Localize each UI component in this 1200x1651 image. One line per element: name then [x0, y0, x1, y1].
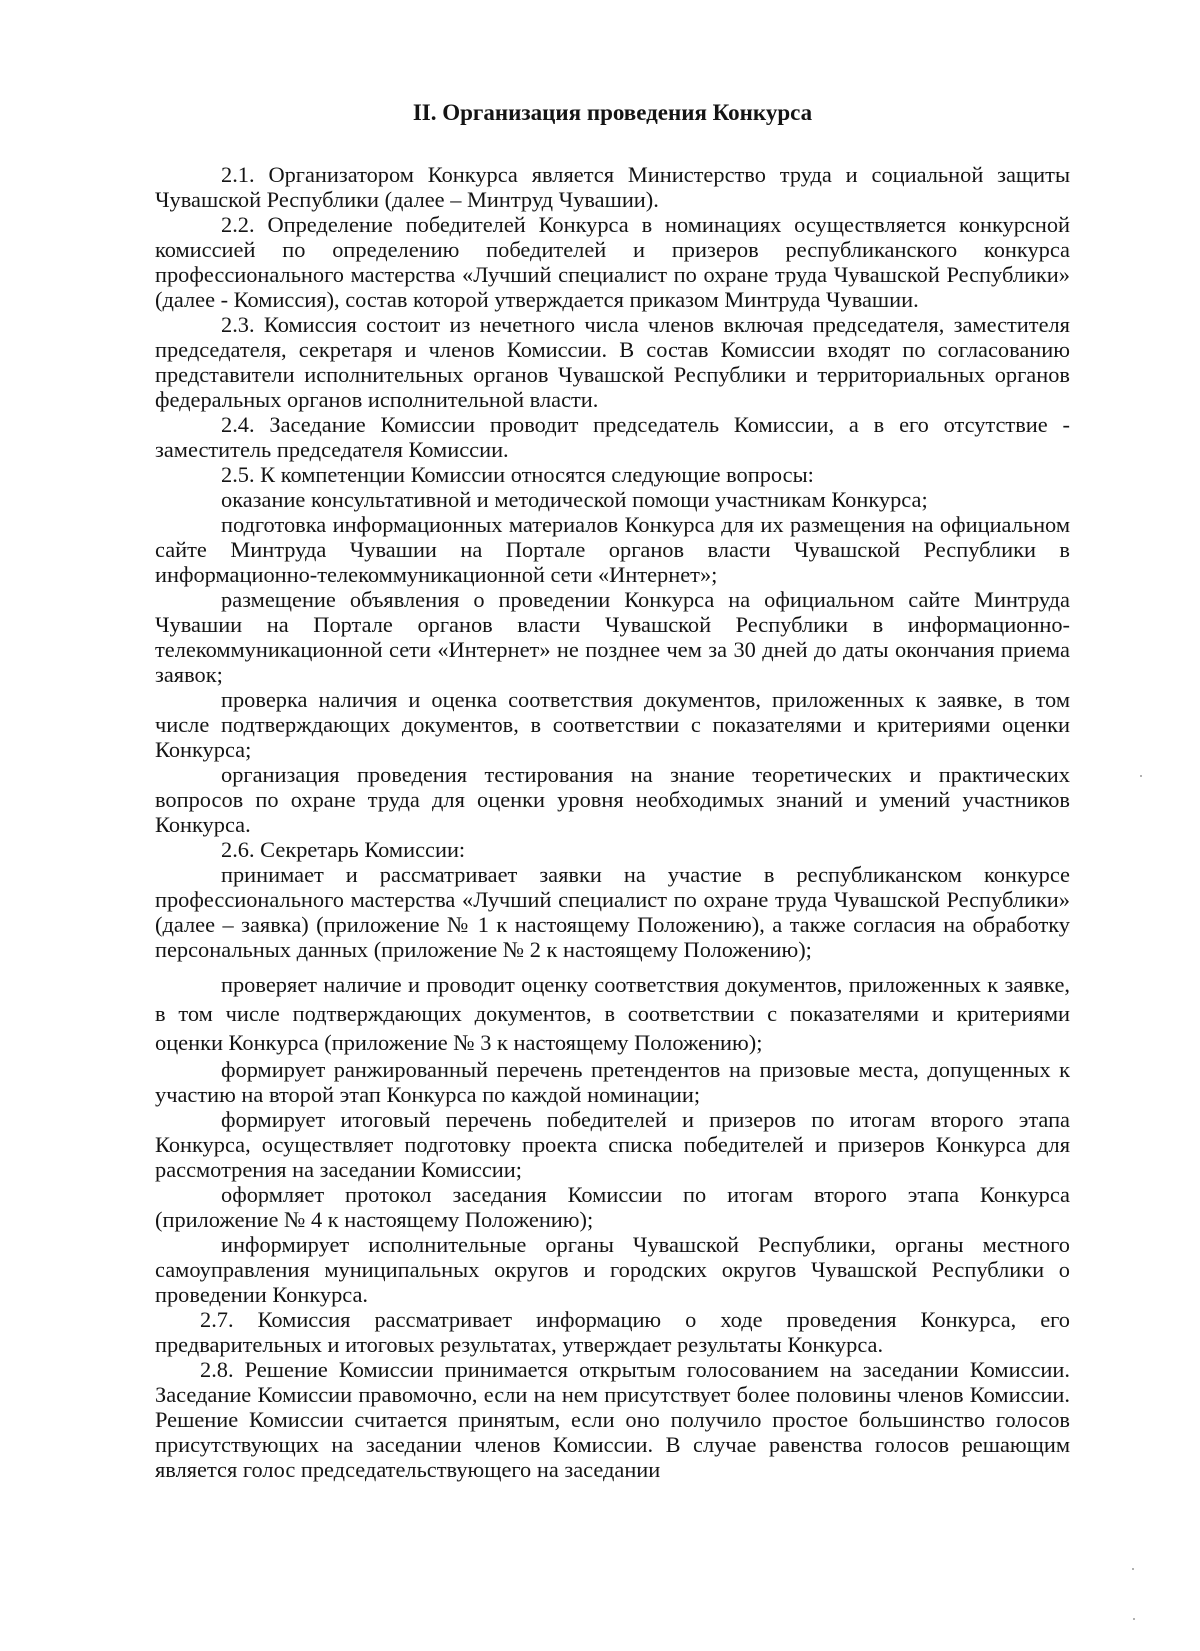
secretary-item-checks: проверяет наличие и проводит оценку соответствия документов, приложенных к заявке, в том числе подтверждающих документов, в соответствии с показателями и критериями оценки Конкурса (приложение № 3 к настоящему Положению);	[155, 972, 1070, 1055]
list-item-consulting: оказание консультативной и методической помощи участникам Конкурса;	[221, 487, 928, 512]
paragraph-2-2: 2.2. Определение победителей Конкурса в номинациях осуществляется конкурсной комиссией по определению победителей и призеров республиканского конкурса профессионального мастерства «Лучший специалист по охране труда Чувашской Республики» (далее - Комиссия), состав которой утверждается приказом Минтруда Чувашии.	[155, 212, 1070, 312]
secretary-item-informs: информирует исполнительные органы Чувашской Республики, органы местного самоуправления муниципальных округов и городских округов Чувашской Республики о проведении Конкурса.	[155, 1232, 1070, 1307]
scan-speck	[1140, 775, 1142, 777]
secretary-item-ranking: формирует ранжированный перечень претендентов на призовые места, допущенных к участию на второй этап Конкурса по каждой номинации;	[155, 1057, 1070, 1107]
list-item-materials: подготовка информационных материалов Конкурса для их размещения на официальном сайте Минтруда Чувашии на Портале органов власти Чувашской Республики в информационно-телекоммуникационной сети «Интернет»;	[155, 512, 1070, 587]
section-heading: II. Организация проведения Конкурса	[412, 100, 813, 125]
paragraph-2-7: 2.7. Комиссия рассматривает информацию о ходе проведения Конкурса, его предварительных и итоговых результатах, утверждает результаты Конкурса.	[155, 1307, 1070, 1357]
document-body	[155, 98, 1070, 1482]
secretary-item-protocol: оформляет протокол заседания Комиссии по итогам второго этапа Конкурса (приложение № 4 к настоящему Положению);	[155, 1182, 1070, 1232]
scan-speck	[1133, 1618, 1135, 1620]
scan-speck	[1132, 1568, 1134, 1570]
paragraph-2-4: 2.4. Заседание Комиссии проводит председатель Комиссии, а в его отсутствие - заместитель председателя Комиссии.	[155, 412, 1070, 462]
secretary-item-final-list: формирует итоговый перечень победителей и призеров по итогам второго этапа Конкурса, осуществляет подготовку проекта списка победителей и призеров Конкурса для рассмотрения на заседании Комиссии;	[155, 1107, 1070, 1182]
list-item-announcement: размещение объявления о проведении Конкурса на официальном сайте Минтруда Чувашии на Портале органов власти Чувашской Республики в информационно-телекоммуникационной сети «Интернет» не позднее чем за 30 дней до даты окончания приема заявок;	[155, 587, 1070, 687]
secretary-item-applications: принимает и рассматривает заявки на участие в республиканском конкурсе профессионального мастерства «Лучший специалист по охране труда Чувашской Республики» (далее – заявка) (приложение № 1 к настоящему Положению), а также согласия на обработку персональных данных (приложение № 2 к настоящему Положению);	[155, 862, 1070, 962]
paragraph-2-6: 2.6. Секретарь Комиссии:	[221, 837, 466, 862]
paragraph-2-1: 2.1. Организатором Конкурса является Министерство труда и социальной защиты Чувашской Республики (далее – Минтруд Чувашии).	[155, 162, 1070, 212]
paragraph-2-5: 2.5. К компетенции Комиссии относятся следующие вопросы:	[221, 462, 814, 487]
paragraph-2-8: 2.8. Решение Комиссии принимается открытым голосованием на заседании Комиссии. Заседание Комиссии правомочно, если на нем присутствует более половины членов Комиссии. Решение Комиссии считается принятым, если оно получило простое большинство голосов присутствующих на заседании членов Комиссии. В случае равенства голосов решающим является голос председательствующего на заседании	[155, 1357, 1070, 1482]
list-item-verification: проверка наличия и оценка соответствия документов, приложенных к заявке, в том числе подтверждающих документов, в соответствии с показателями и критериями оценки Конкурса;	[155, 687, 1070, 762]
paragraph-2-3: 2.3. Комиссия состоит из нечетного числа членов включая председателя, заместителя председателя, секретаря и членов Комиссии. В состав Комиссии входят по согласованию представители исполнительных органов Чувашской Республики и территориальных органов федеральных органов исполнительной власти.	[155, 312, 1070, 412]
list-item-testing: организация проведения тестирования на знание теоретических и практических вопросов по охране труда для оценки уровня необходимых знаний и умений участников Конкурса.	[155, 762, 1070, 837]
